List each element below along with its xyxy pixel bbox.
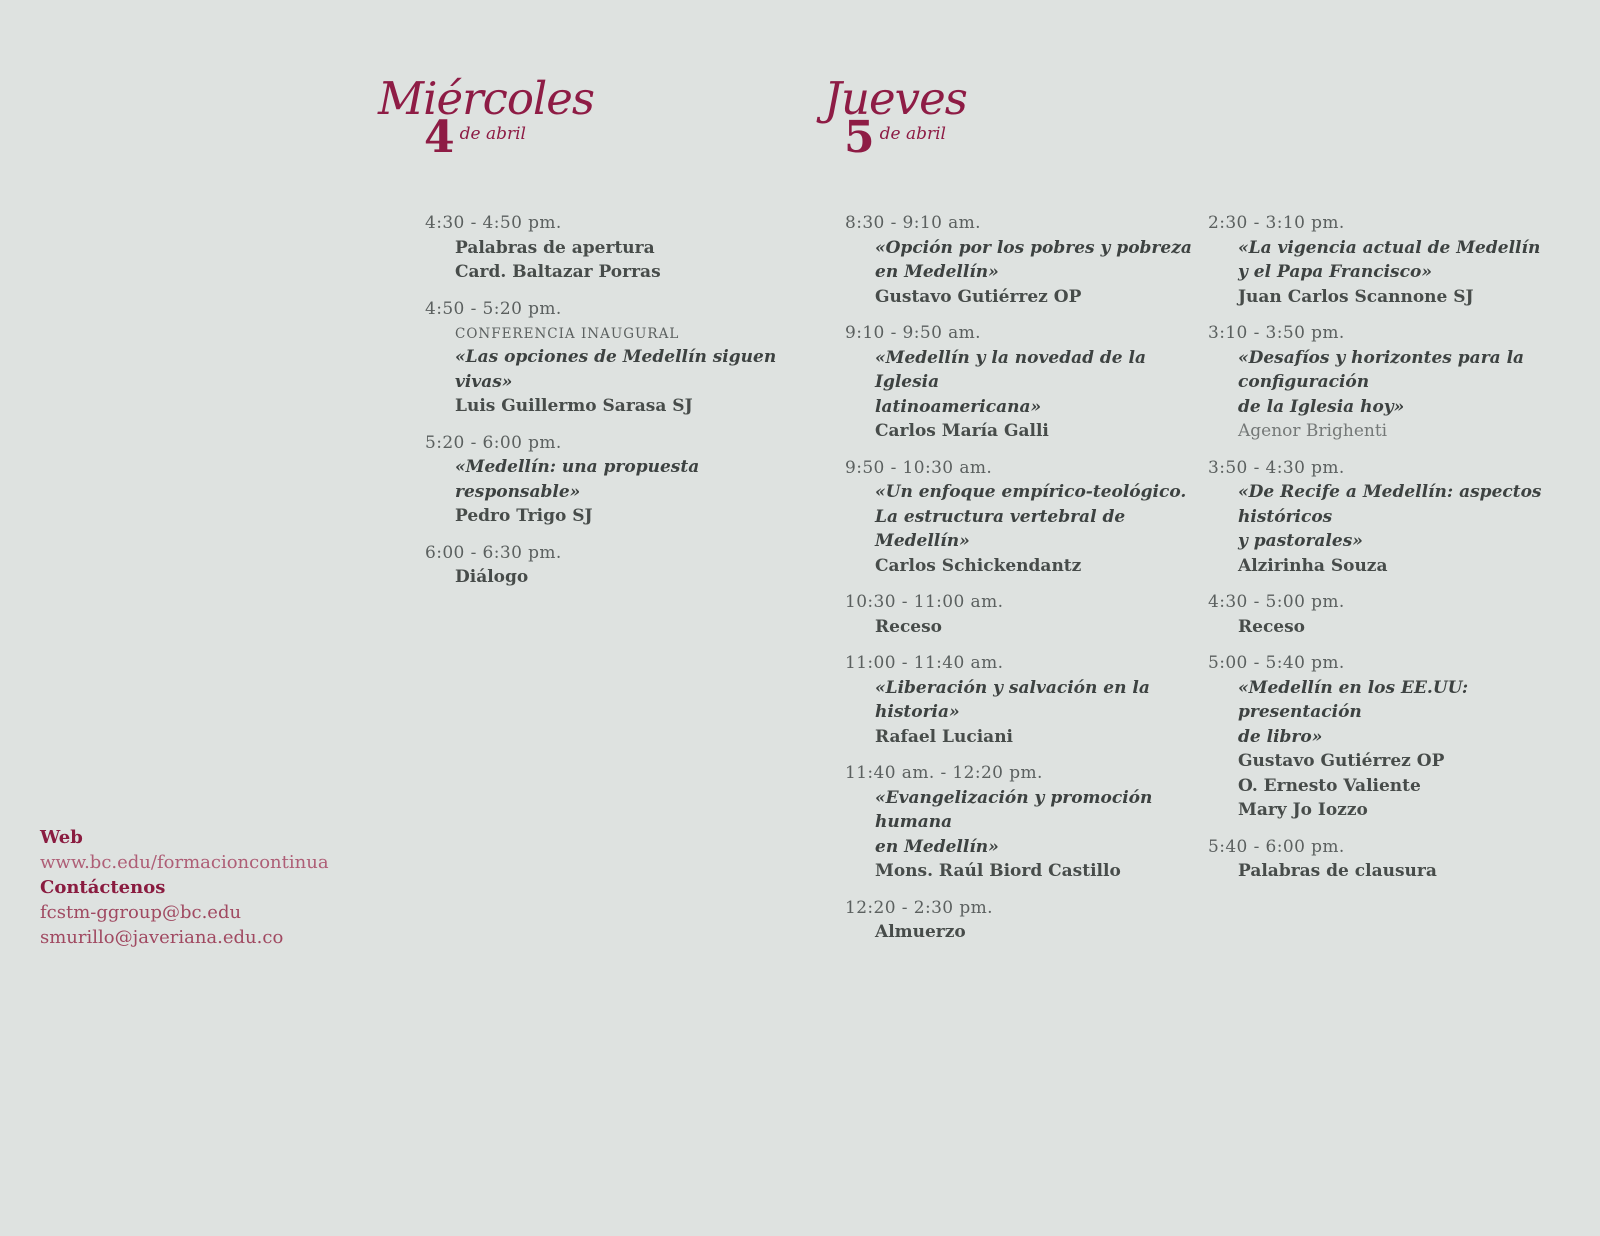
session-details (845, 236, 1215, 310)
session-entry (1208, 321, 1578, 444)
session-title-line: «Opción por los pobres y pobreza (875, 237, 1192, 258)
session-details (1208, 859, 1578, 884)
session-speaker: O. Ernesto Valiente (1238, 775, 1421, 796)
session-speaker: Luis Guillermo Sarasa SJ (455, 396, 693, 416)
session-speaker: Rafael Luciani (875, 726, 1014, 747)
session-entry (845, 590, 1215, 639)
web-url-link[interactable]: www.bc.edu/formacioncontinua (40, 852, 329, 873)
session-speaker: Mary Jo Iozzo (1238, 800, 1368, 820)
session-entry (425, 541, 795, 590)
session-time: 5:00 - 5:40 pm. (1208, 653, 1345, 673)
session-speaker: Juan Carlos Scannone SJ (1238, 286, 1474, 307)
session-time: 9:10 - 9:50 am. (845, 323, 981, 343)
session-title-line: «De Recife a Medellín: aspectos históricos (1238, 482, 1542, 527)
session-details (425, 565, 795, 590)
session-time: 12:20 - 2:30 pm. (845, 897, 993, 918)
session-entry (845, 321, 1215, 444)
session-title-line: «Desafíos y horizontes para la configuración (1238, 347, 1525, 392)
session-entry (1208, 211, 1578, 309)
session-details (845, 920, 1215, 945)
session-time: 3:50 - 4:30 pm. (1208, 457, 1345, 478)
session-details (1208, 236, 1578, 310)
email-link-secondary[interactable]: smurillo@javeriana.edu.co (40, 927, 284, 948)
session-entry (1208, 456, 1578, 579)
session-speaker: Alzirinha Souza (1238, 555, 1388, 576)
session-time: 2:30 - 3:10 pm. (1208, 213, 1345, 233)
session-time: 9:50 - 10:30 am. (845, 457, 993, 478)
session-details (1208, 676, 1578, 823)
session-speaker: Palabras de apertura (455, 237, 655, 258)
session-speaker: Receso (1238, 616, 1306, 637)
session-title-line: «Medellín: una propuesta responsable» (455, 457, 700, 502)
session-time: 4:30 - 4:50 pm. (425, 213, 562, 233)
session-details (425, 236, 795, 285)
session-title-line: «Liberación y salvación en la historia» (875, 677, 1150, 722)
contact-us-label: Contáctenos (40, 877, 166, 898)
session-title-line: en Medellín» (875, 836, 999, 857)
session-details (1208, 615, 1578, 640)
session-speaker: Carlos Schickendantz (875, 555, 1082, 576)
session-time: 4:30 - 5:00 pm. (1208, 592, 1345, 612)
session-entry (425, 211, 795, 285)
session-title-line: «La vigencia actual de Medellín (1238, 237, 1541, 258)
day-name: Miércoles (378, 72, 595, 125)
session-details (845, 480, 1215, 578)
session-entry (425, 297, 795, 419)
session-title-line: y el Papa Francisco» (1238, 262, 1432, 282)
schedule-column-1 (845, 211, 1215, 957)
session-title-line: en Medellín» (875, 262, 999, 282)
session-time: 6:00 - 6:30 pm. (425, 542, 562, 563)
session-time: 10:30 - 11:00 am. (845, 592, 1004, 612)
session-details (1208, 346, 1578, 444)
day-number: 4 (424, 112, 455, 163)
session-speaker: Card. Baltazar Porras (455, 262, 661, 282)
day-month-label: de abril (879, 124, 946, 144)
session-title-line: «Un enfoque empírico-teológico. (875, 482, 1187, 502)
day-header-jueves (824, 72, 967, 163)
session-time: 11:40 am. - 12:20 pm. (845, 763, 1043, 783)
session-title-line: «Medellín y la novedad de la Iglesia (875, 347, 1146, 392)
session-title-line: La estructura vertebral de Medellín» (875, 506, 1126, 551)
session-details (845, 786, 1215, 884)
schedule-column-0 (425, 211, 795, 602)
session-speaker: Agenor Brighenti (1238, 421, 1388, 441)
session-title-line: «Las opciones de Medellín siguen vivas» (455, 347, 777, 392)
day-number: 5 (844, 112, 875, 163)
session-details (425, 321, 795, 419)
email-link-primary[interactable]: fcstm-ggroup@bc.edu (40, 902, 242, 923)
session-entry (845, 761, 1215, 884)
schedule-column-2 (1208, 211, 1578, 896)
session-entry (1208, 835, 1578, 884)
session-entry (1208, 590, 1578, 639)
session-entry (845, 896, 1215, 945)
session-time: 5:20 - 6:00 pm. (425, 432, 562, 453)
session-title-line: de libro» (1238, 726, 1323, 747)
session-speaker: Pedro Trigo SJ (455, 506, 593, 526)
session-speaker: Gustavo Gutiérrez OP (1238, 751, 1445, 771)
session-details (845, 615, 1215, 640)
session-speaker: Gustavo Gutiérrez OP (875, 286, 1082, 307)
session-entry (845, 456, 1215, 579)
session-speaker: Palabras de clausura (1238, 861, 1437, 881)
session-title-line: «Evangelización y promoción humana (875, 787, 1153, 832)
session-time: 4:50 - 5:20 pm. (425, 298, 562, 319)
session-speaker: Mons. Raúl Biord Castillo (875, 861, 1121, 881)
day-header-miercoles (378, 72, 595, 163)
session-speaker: Diálogo (455, 567, 529, 587)
session-title-line: y pastorales» (1238, 531, 1363, 551)
session-label: CONFERENCIA INAUGURAL (455, 326, 680, 342)
web-label: Web (40, 827, 83, 848)
session-time: 5:40 - 6:00 pm. (1208, 836, 1345, 857)
session-title-line: de la Iglesia hoy» (1238, 396, 1405, 417)
day-month-label: de abril (459, 124, 526, 144)
session-speaker: Almuerzo (875, 922, 966, 942)
contact-block (40, 825, 329, 950)
session-speaker: Receso (875, 616, 943, 637)
session-title-line: latinoamericana» (875, 396, 1042, 417)
day-name: Jueves (824, 72, 967, 125)
session-title-line: «Medellín en los EE.UU: presentación (1238, 677, 1469, 722)
session-entry (845, 211, 1215, 309)
session-details (845, 346, 1215, 444)
session-speaker: Carlos María Galli (875, 421, 1049, 441)
session-time: 8:30 - 9:10 am. (845, 213, 981, 233)
session-details (845, 676, 1215, 750)
session-time: 11:00 - 11:40 am. (845, 653, 1004, 673)
session-entry (1208, 651, 1578, 823)
session-details (1208, 480, 1578, 578)
session-time: 3:10 - 3:50 pm. (1208, 323, 1345, 343)
session-entry (845, 651, 1215, 749)
session-entry (425, 431, 795, 529)
session-details (425, 455, 795, 529)
